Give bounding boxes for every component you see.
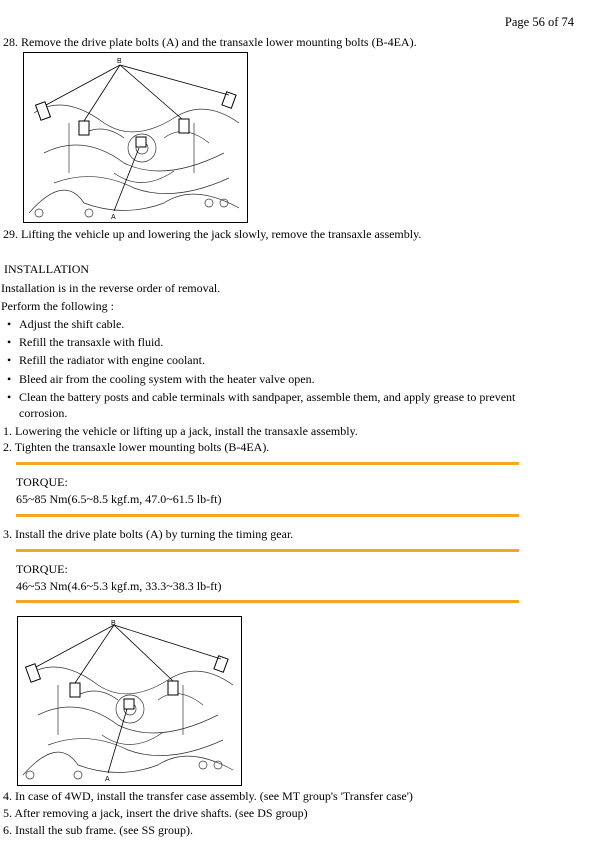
bullet-item-continuation: corrosion. — [19, 406, 68, 420]
install-step-2: 2. Tighten the transaxle lower mounting bolts (B-4EA). — [3, 440, 270, 454]
installation-heading: INSTALLATION — [4, 262, 90, 276]
install-step-1: 1. Lowering the vehicle or lifting up a jack, install the transaxle assembly. — [3, 424, 358, 438]
torque-2-value: 46~53 Nm(4.6~5.3 kgf.m, 33.3~38.3 lb-ft) — [16, 579, 222, 593]
transaxle-diagram-2 — [17, 616, 242, 786]
figure2-label-a: A — [105, 776, 110, 783]
torque-2-label: TORQUE: — [16, 562, 68, 576]
step-29: 29. Lifting the vehicle up and lowering the jack slowly, remove the transaxle assembly. — [3, 227, 422, 241]
step-28: 28. Remove the drive plate bolts (A) and the transaxle lower mounting bolts (B-4EA). — [3, 35, 417, 49]
bullet-item: • Adjust the shift cable. — [7, 317, 125, 331]
figure1-label-b: B — [117, 58, 122, 65]
page-number: Page 56 of 74 — [504, 15, 574, 29]
figure2-label-b: B — [111, 620, 116, 627]
torque-1-value: 65~85 Nm(6.5~8.5 kgf.m, 47.0~61.5 lb-ft) — [16, 492, 222, 506]
perform-following: Perform the following : — [1, 299, 114, 313]
transaxle-diagram-icon — [24, 53, 247, 222]
install-step-5: 5. After removing a jack, insert the drive shafts. (see DS group) — [3, 806, 308, 820]
torque-1-label: TORQUE: — [16, 475, 68, 489]
torque-rule-bottom — [16, 600, 519, 603]
install-step-4: 4. In case of 4WD, install the transfer case assembly. (see MT group's 'Transfer case') — [3, 789, 413, 803]
bullet-item: • Refill the transaxle with fluid. — [7, 335, 164, 349]
figure1-label-a: A — [111, 214, 116, 221]
transaxle-diagram-icon — [18, 617, 241, 785]
torque-rule-top — [16, 462, 519, 465]
install-step-3: 3. Install the drive plate bolts (A) by turning the timing gear. — [3, 527, 294, 541]
torque-rule-bottom — [16, 514, 519, 517]
bullet-item: • Bleed air from the cooling system with the heater valve open. — [7, 372, 315, 386]
bullet-item: • Clean the battery posts and cable terminals with sandpaper, assemble them, and apply grease to prevent — [7, 390, 516, 404]
transaxle-diagram-1 — [23, 52, 248, 223]
torque-rule-top — [16, 549, 519, 552]
install-intro: Installation is in the reverse order of removal. — [1, 281, 221, 295]
install-step-6: 6. Install the sub frame. (see SS group). — [3, 823, 193, 837]
bullet-item: • Refill the radiator with engine coolant. — [7, 353, 205, 367]
